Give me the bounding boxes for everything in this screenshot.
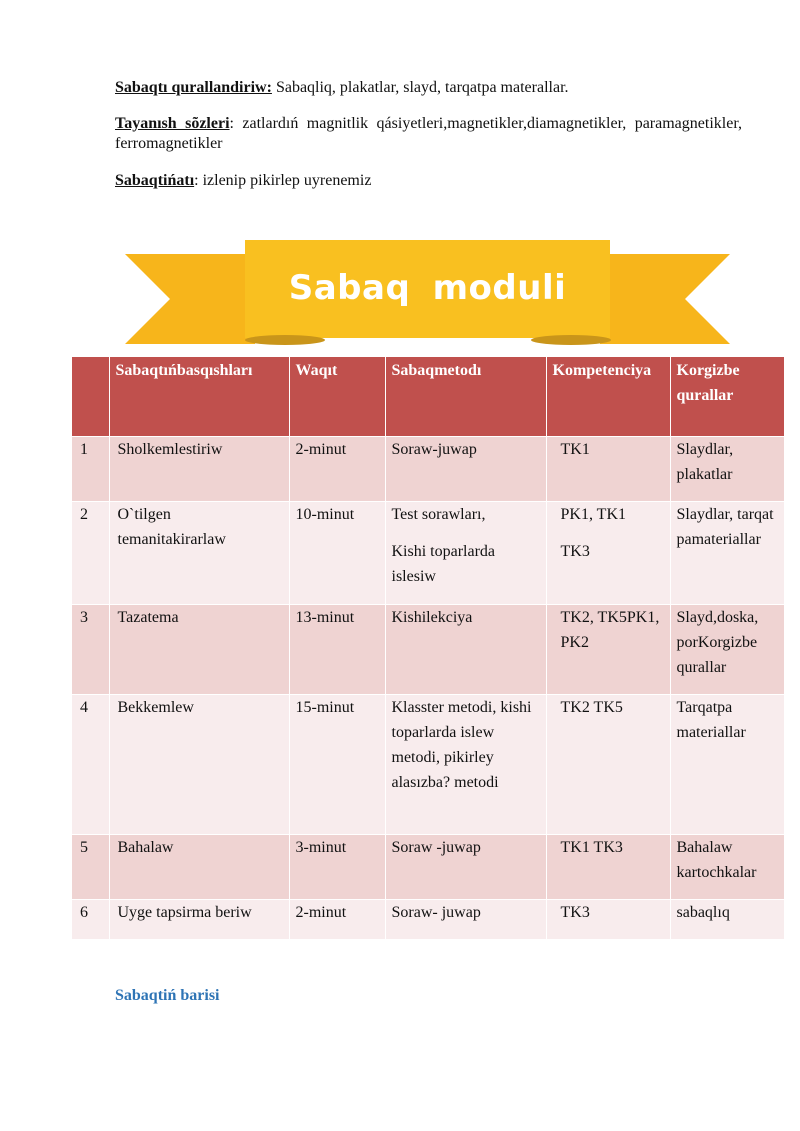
- table-row: [72, 605, 784, 695]
- row-tools: sabaqlıq: [670, 900, 784, 940]
- section-heading: Sabaqtiń barisi: [115, 987, 220, 1004]
- row-stage: Sholkemlestiriw: [109, 437, 289, 502]
- row-method-line2: Kishi toparlarda islesiw: [391, 543, 496, 585]
- row-competence: TK2 TK5: [546, 695, 670, 835]
- header-competence: Kompetenciya: [546, 357, 670, 437]
- row-method: Klasster metodi, kishi toparlarda islew metodi, pikirley alasızba? metodi: [385, 695, 546, 835]
- row-competence-line2: TK3: [560, 543, 590, 560]
- row-competence: [546, 502, 670, 605]
- row-number: 1: [72, 437, 109, 502]
- table-row: [72, 437, 784, 502]
- row-tools: Tarqatpa materiallar: [670, 695, 784, 835]
- table-row: [72, 900, 784, 940]
- module-banner: [125, 236, 730, 354]
- method-paragraph: [115, 171, 742, 191]
- row-number: 6: [72, 900, 109, 940]
- header-stage: Sabaqtıńbasqıshları: [109, 357, 289, 437]
- header-time: Waqıt: [289, 357, 385, 437]
- table-row: [72, 502, 784, 605]
- row-method: Kishilekciya: [385, 605, 546, 695]
- row-tools: Bahalaw kartochkalar: [670, 835, 784, 900]
- header-method: Sabaqmetodı: [385, 357, 546, 437]
- row-tools: Slayd,doska, porKorgizbe qurallar: [670, 605, 784, 695]
- header-number: [72, 357, 109, 437]
- row-competence: TK2, TK5PK1, PK2: [546, 605, 670, 695]
- equipment-label: Sabaqtı qurallandiriw:: [115, 79, 272, 96]
- row-number: 4: [72, 695, 109, 835]
- keywords-label: Tayanısh sõzleri: [115, 115, 230, 132]
- row-method: Soraw-juwap: [385, 437, 546, 502]
- row-stage: Tazatema: [109, 605, 289, 695]
- banner-title: Sabaq moduli: [288, 268, 567, 308]
- row-time: 2-minut: [289, 900, 385, 940]
- row-stage: Bahalaw: [109, 835, 289, 900]
- method-label: Sabaqtińatı: [115, 172, 195, 189]
- row-time: 13-minut: [289, 605, 385, 695]
- row-method: Soraw -juwap: [385, 835, 546, 900]
- row-time: 15-minut: [289, 695, 385, 835]
- keywords-paragraph: [115, 114, 742, 154]
- row-method: [385, 502, 546, 605]
- row-number: 2: [72, 502, 109, 605]
- equipment-paragraph: [115, 78, 742, 98]
- row-competence: TK1: [546, 437, 670, 502]
- table-header-row: [72, 357, 784, 437]
- lesson-module-table: [72, 357, 785, 940]
- row-time: 3-minut: [289, 835, 385, 900]
- row-stage: Bekkemlew: [109, 695, 289, 835]
- row-tools: Slaydlar, tarqatpamateriallar: [670, 502, 784, 605]
- row-number: 5: [72, 835, 109, 900]
- row-competence-line1: PK1, TK1: [560, 506, 626, 523]
- row-competence: TK3: [546, 900, 670, 940]
- table-row: [72, 835, 784, 900]
- equipment-text: Sabaqliq, plakatlar, slayd, tarqatpa materallar.: [271, 79, 569, 96]
- row-stage: O`tilgen temanitakirarlaw: [109, 502, 289, 605]
- header-tools: Korgizbe qurallar: [670, 357, 784, 437]
- row-time: 10-minut: [289, 502, 385, 605]
- row-competence: TK1 TK3: [546, 835, 670, 900]
- method-text: : izlenip pikirlep uyrenemiz: [194, 172, 372, 189]
- keywords-text: : zatlardıń magnitlik qásiyetleri,magnetikler,diamagnetikler, paramagnetikler, ferromagnetikler: [115, 115, 743, 152]
- row-method: Soraw- juwap: [385, 900, 546, 940]
- row-tools: Slaydlar, plakatlar: [670, 437, 784, 502]
- row-method-line1: Test sorawları,: [391, 506, 486, 523]
- table-row: [72, 695, 784, 835]
- row-stage: Uyge tapsirma beriw: [109, 900, 289, 940]
- row-time: 2-minut: [289, 437, 385, 502]
- row-number: 3: [72, 605, 109, 695]
